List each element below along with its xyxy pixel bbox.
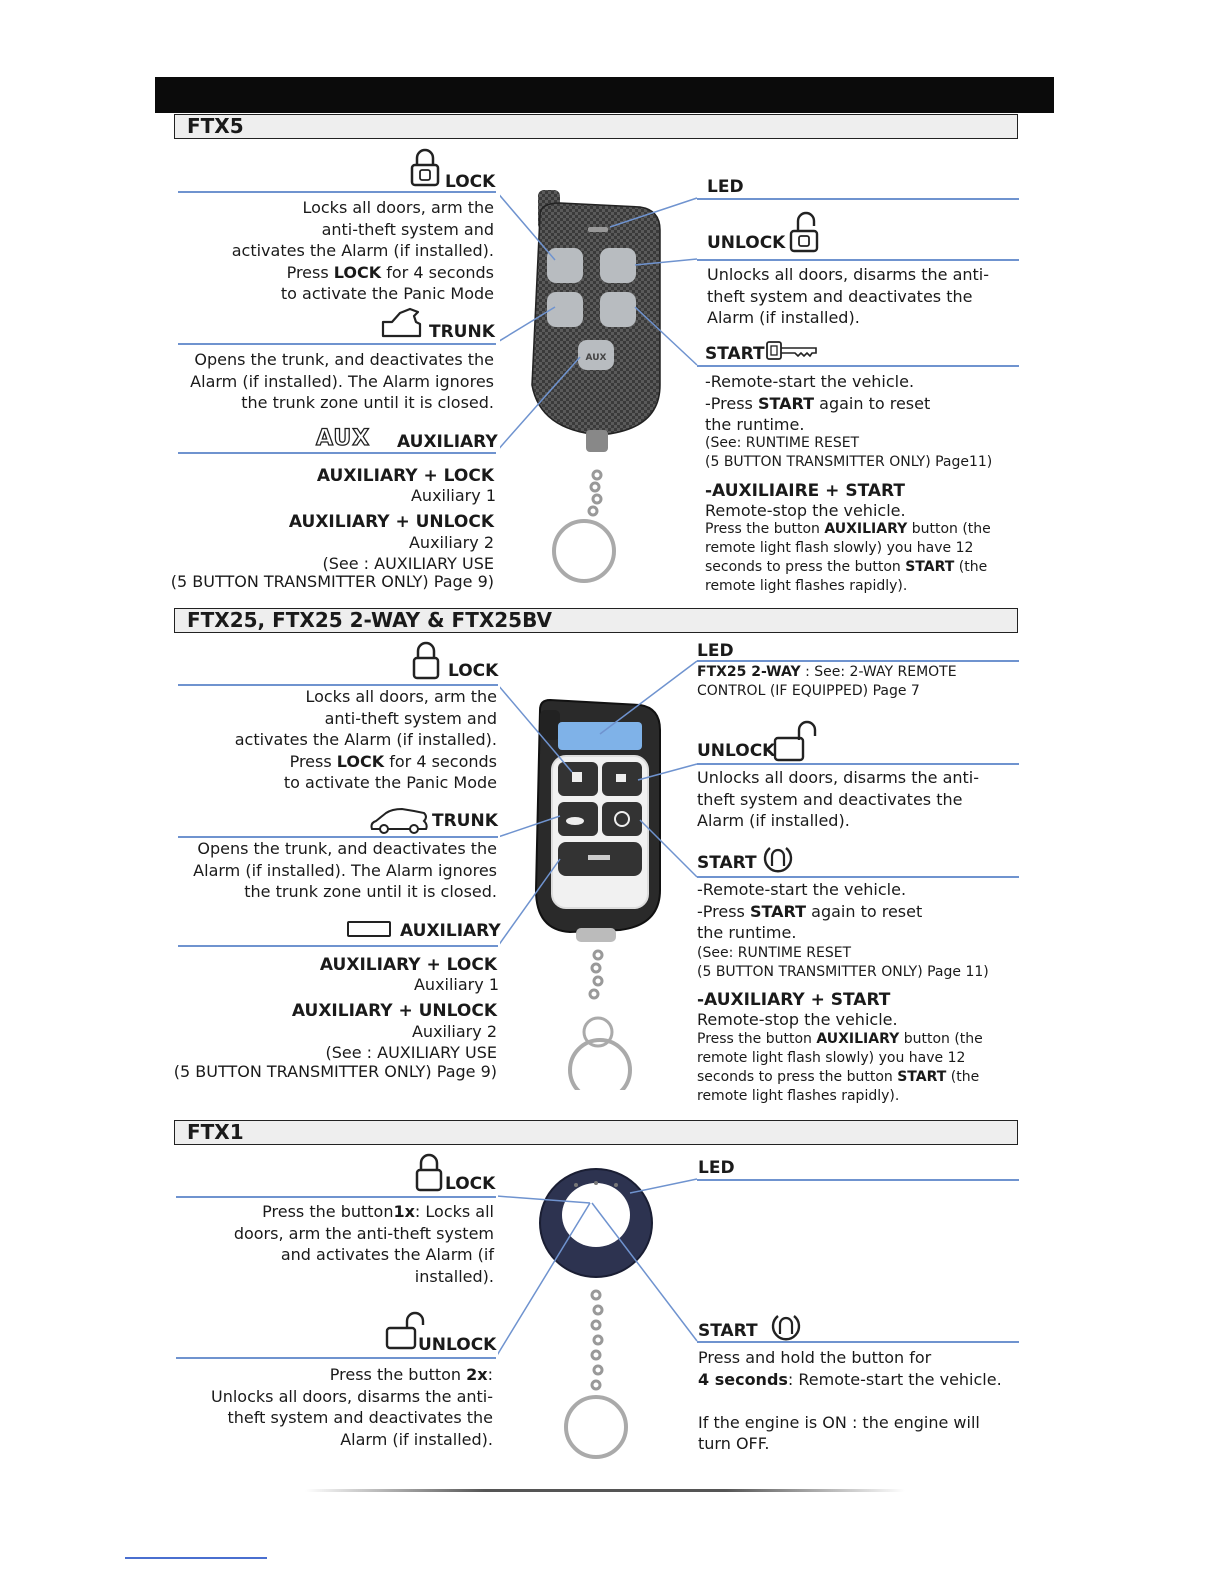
text-span: Press xyxy=(289,751,337,771)
text-span: : Remote-start the vehicle. xyxy=(787,1369,1002,1389)
text-line xyxy=(698,1369,1002,1391)
text-line xyxy=(705,558,991,577)
start-label: START xyxy=(697,853,757,873)
lock-description xyxy=(234,1201,494,1287)
text-span: LOCK xyxy=(333,262,382,282)
text-span: -Press xyxy=(697,901,750,921)
text-line: and activates the Alarm (if xyxy=(280,1245,494,1264)
lock-icon xyxy=(415,1153,443,1193)
start-label: START xyxy=(698,1321,758,1341)
unlock-description xyxy=(697,767,979,832)
unlock-label: UNLOCK xyxy=(707,233,786,253)
unlock-icon xyxy=(773,720,819,762)
text-span: 1x xyxy=(393,1202,415,1221)
text-span: START xyxy=(749,901,807,921)
ftx1-remote-image xyxy=(498,1165,698,1465)
lock-label: LOCK xyxy=(445,172,496,192)
text-line: the trunk zone until it is closed. xyxy=(244,882,497,901)
text-line: -Remote-start the vehicle. xyxy=(697,880,907,899)
start-description xyxy=(705,371,930,436)
text-line: remote light flash slowly) you have 12 xyxy=(697,1050,966,1066)
text-span: again to reset xyxy=(806,901,923,921)
leader-line xyxy=(178,343,496,345)
start-description xyxy=(697,879,922,944)
text-line: (See: RUNTIME RESET xyxy=(705,435,860,451)
text-line: Locks all doors, arm the xyxy=(302,198,494,217)
lock-description xyxy=(235,686,497,794)
see-aux-text: (See : AUXILIARY USE xyxy=(325,1043,497,1062)
section-title: FTX5 xyxy=(187,114,244,138)
text-line: installed). xyxy=(414,1266,494,1286)
page-top-bar xyxy=(155,77,1054,113)
text-span: Press the button xyxy=(329,1365,467,1384)
text-line: Press and hold the button for xyxy=(698,1348,932,1367)
text-span: FTX25 2-WAY xyxy=(697,664,801,680)
text-line: If the engine is ON : the engine will xyxy=(698,1412,980,1432)
text-line: the runtime. xyxy=(705,415,805,434)
unlock-icon xyxy=(788,210,820,254)
aux-lock-combo: AUXILIARY + LOCK xyxy=(319,955,497,975)
text-line xyxy=(697,901,922,923)
text-line: CONTROL (IF EQUIPPED) Page 7 xyxy=(697,683,920,699)
lock-label: LOCK xyxy=(448,661,499,681)
text-line: the runtime. xyxy=(697,923,797,942)
leader-line xyxy=(178,452,496,454)
text-line: Alarm (if installed). The Alarm ignores xyxy=(190,371,494,391)
lock-icon xyxy=(410,148,440,188)
unlock-description xyxy=(707,264,989,329)
start-key-icon xyxy=(766,341,818,361)
aux-lock-combo: AUXILIARY + LOCK xyxy=(316,466,494,486)
text-line: (See: RUNTIME RESET xyxy=(697,945,852,961)
led-label: LED xyxy=(697,641,734,661)
text-line xyxy=(697,1030,983,1049)
auxiliary-label: AUXILIARY xyxy=(397,432,498,452)
text-span: seconds to press the button xyxy=(697,1069,898,1085)
text-span: START xyxy=(905,559,955,575)
led-label: LED xyxy=(707,177,744,197)
text-span: Press xyxy=(286,262,334,282)
text-line: remote light flashes rapidly). xyxy=(705,578,908,594)
text-line: Unlocks all doors, disarms the anti- xyxy=(211,1386,493,1406)
text-line: anti-theft system and xyxy=(324,708,497,728)
text-span: again to reset xyxy=(814,393,931,413)
leader-line xyxy=(697,365,1019,367)
text-span: seconds to press the button xyxy=(705,559,906,575)
text-line xyxy=(705,393,930,415)
aux-button-glyph: AUX xyxy=(585,353,607,363)
text-line: activates the Alarm (if installed). xyxy=(231,241,494,260)
text-span: AUXILIARY xyxy=(824,521,908,537)
text-line: Opens the trunk, and deactivates the xyxy=(194,350,494,369)
text-line xyxy=(234,1201,494,1223)
text-span: for 4 seconds xyxy=(384,751,497,771)
lock-icon xyxy=(412,641,440,681)
leader-line xyxy=(697,1179,1019,1181)
five-button-note: (5 BUTTON TRANSMITTER ONLY) Page 9) xyxy=(170,572,494,591)
text-span: START xyxy=(897,1069,947,1085)
spacer-line xyxy=(698,1390,1002,1412)
aux1-text: Auxiliary 1 xyxy=(413,975,499,994)
aux-start-detail xyxy=(697,1030,983,1106)
text-line: to activate the Panic Mode xyxy=(280,284,494,303)
runtime-note xyxy=(705,434,992,472)
text-line: remote light flash slowly) you have 12 xyxy=(705,540,974,556)
remote-stop-text: Remote-stop the vehicle. xyxy=(697,1010,898,1029)
text-span: : See: 2-WAY REMOTE xyxy=(800,664,957,680)
text-line: activates the Alarm (if installed). xyxy=(234,730,497,749)
trunk-icon xyxy=(380,306,422,340)
text-line xyxy=(705,520,991,539)
aux-start-detail xyxy=(705,520,991,596)
leader-line xyxy=(697,259,1019,261)
text-line: -Remote-start the vehicle. xyxy=(705,372,915,391)
text-span: Press the button xyxy=(262,1202,394,1221)
ftx5-remote-image xyxy=(500,185,700,585)
aux2-text: Auxiliary 2 xyxy=(411,1022,497,1041)
auxiliary-label: AUXILIARY xyxy=(400,921,501,941)
aux-start-label: -AUXILIARY + START xyxy=(697,990,891,1010)
start-label: START xyxy=(705,344,765,364)
text-span: button (the xyxy=(899,1031,983,1047)
leader-line xyxy=(697,1341,1019,1343)
trunk-label: TRUNK xyxy=(429,322,495,342)
text-line: Alarm (if installed). The Alarm ignores xyxy=(193,860,497,880)
text-span: : Locks all xyxy=(414,1202,494,1221)
text-span: : xyxy=(487,1365,493,1384)
see-aux-text: (See : AUXILIARY USE xyxy=(322,554,494,573)
trunk-description xyxy=(190,349,494,414)
unlock-description xyxy=(211,1364,493,1450)
aux-icon: AUX xyxy=(316,426,371,451)
text-span: 4 seconds xyxy=(698,1369,788,1389)
bottom-divider xyxy=(305,1489,905,1492)
section-header-ftx25 xyxy=(174,608,1018,633)
page-link-underline xyxy=(125,1557,267,1559)
text-line: theft system and deactivates the xyxy=(227,1408,493,1427)
remote-stop-text: Remote-stop the vehicle. xyxy=(705,501,906,520)
text-line: the trunk zone until it is closed. xyxy=(241,393,494,412)
section-header-ftx1 xyxy=(174,1120,1018,1145)
text-span: (the xyxy=(954,559,988,575)
text-line: Opens the trunk, and deactivates the xyxy=(197,839,497,858)
text-line: remote light flashes rapidly). xyxy=(697,1088,900,1104)
trunk-label: TRUNK xyxy=(432,811,498,831)
text-line: doors, arm the anti-theft system xyxy=(233,1223,494,1243)
car-icon xyxy=(368,805,430,835)
unlock-label: UNLOCK xyxy=(418,1335,497,1355)
lock-label: LOCK xyxy=(445,1174,496,1194)
aux-unlock-combo: AUXILIARY + UNLOCK xyxy=(288,512,494,532)
text-span: for 4 seconds xyxy=(381,262,494,282)
leader-line xyxy=(176,1196,496,1198)
text-line xyxy=(697,663,957,682)
section-title: FTX25, FTX25 2-WAY & FTX25BV xyxy=(187,608,552,632)
aux-start-label: -AUXILIAIRE + START xyxy=(705,481,905,501)
led-note xyxy=(697,663,957,701)
start-description xyxy=(698,1347,1002,1455)
text-line xyxy=(235,751,497,773)
text-line: Alarm (if installed). xyxy=(697,811,850,830)
aux1-text: Auxiliary 1 xyxy=(410,486,496,505)
text-line: theft system and deactivates the xyxy=(697,789,963,809)
runtime-note xyxy=(697,944,989,982)
start-power-icon xyxy=(760,840,796,874)
section-header-ftx5 xyxy=(174,114,1018,139)
unlock-label: UNLOCK xyxy=(697,741,776,761)
text-span: button (the xyxy=(907,521,991,537)
text-span: AUXILIARY xyxy=(816,1031,900,1047)
section-title: FTX1 xyxy=(187,1120,244,1144)
aux2-text: Auxiliary 2 xyxy=(408,533,494,552)
leader-line xyxy=(697,660,1019,662)
led-label: LED xyxy=(698,1158,735,1178)
text-line: Unlocks all doors, disarms the anti- xyxy=(707,265,989,284)
leader-line xyxy=(697,763,1019,765)
text-span: Press the button xyxy=(705,521,825,537)
text-span: (the xyxy=(946,1069,980,1085)
aux-unlock-combo: AUXILIARY + UNLOCK xyxy=(291,1001,497,1021)
leader-line xyxy=(178,945,498,947)
text-line xyxy=(697,1068,983,1087)
five-button-note: (5 BUTTON TRANSMITTER ONLY) Page 9) xyxy=(173,1062,497,1081)
leader-line xyxy=(697,876,1019,878)
text-line: turn OFF. xyxy=(698,1434,770,1453)
trunk-description xyxy=(193,838,497,903)
text-line: to activate the Panic Mode xyxy=(283,773,497,792)
text-span: START xyxy=(757,393,815,413)
text-line: Alarm (if installed). xyxy=(340,1429,493,1449)
text-line xyxy=(211,1364,493,1386)
leader-line xyxy=(176,1357,496,1359)
text-line: Alarm (if installed). xyxy=(707,308,860,327)
aux-icon xyxy=(347,921,391,937)
leader-line xyxy=(697,198,1019,200)
text-line: (5 BUTTON TRANSMITTER ONLY) Page11) xyxy=(705,454,993,470)
ftx25-remote-image xyxy=(500,650,700,1090)
text-line: anti-theft system and xyxy=(321,219,494,239)
start-power-icon xyxy=(768,1308,804,1342)
text-line: Unlocks all doors, disarms the anti- xyxy=(697,768,979,787)
text-line: Locks all doors, arm the xyxy=(305,687,497,706)
text-line: (5 BUTTON TRANSMITTER ONLY) Page 11) xyxy=(697,964,989,980)
text-span: 2x xyxy=(466,1365,488,1384)
text-span: LOCK xyxy=(336,751,385,771)
lock-description xyxy=(232,197,494,305)
text-span: -Press xyxy=(705,393,758,413)
text-line xyxy=(232,262,494,284)
text-line: theft system and deactivates the xyxy=(707,286,973,306)
text-span: Press the button xyxy=(697,1031,817,1047)
